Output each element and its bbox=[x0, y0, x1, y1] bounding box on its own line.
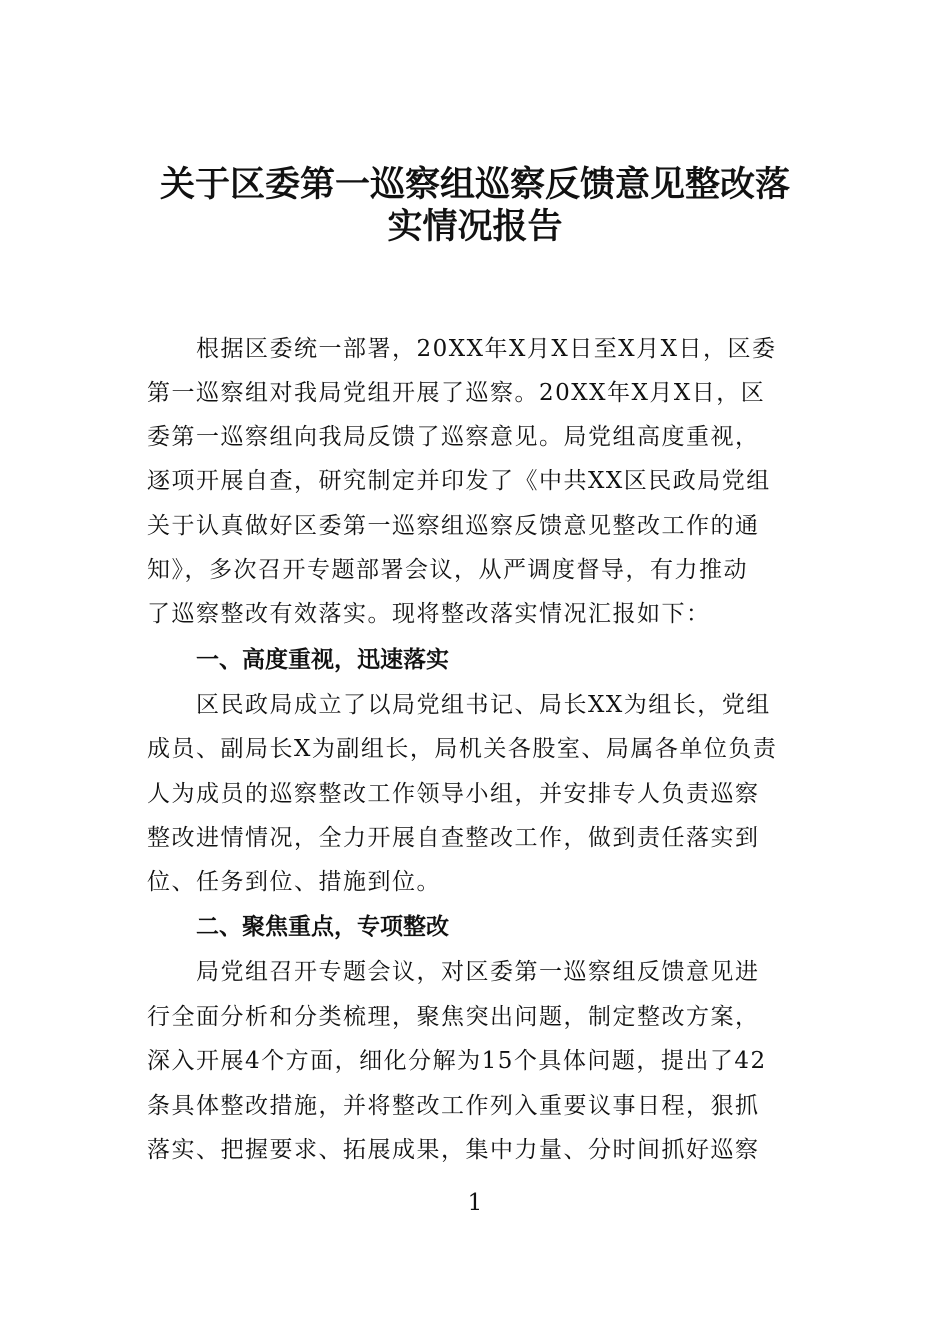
section-2-line-5: 落实、把握要求、拓展成果，集中力量、分时间抓好巡察 bbox=[147, 1137, 760, 1163]
section-1-line-2: 成员、副局长X为副组长，局机关各股室、局属各单位负责 bbox=[147, 736, 778, 762]
section-2-line-4: 条具体整改措施，并将整改工作列入重要议事日程，狠抓 bbox=[147, 1093, 760, 1119]
section-1-heading: 一、高度重视，迅速落实 bbox=[196, 647, 449, 673]
section-1-line-4: 整改进情情况，全力开展自查整改工作，做到责任落实到 bbox=[147, 825, 760, 851]
document-title-line-1: 关于区委第一巡察组巡察反馈意见整改落 bbox=[159, 164, 790, 205]
intro-line-1: 根据区委统一部署，20XX年X月X日至X月X日，区委 bbox=[196, 336, 777, 362]
intro-line-7: 了巡察整改有效落实。现将整改落实情况汇报如下： bbox=[147, 601, 711, 627]
section-1-line-1: 区民政局成立了以局党组书记、局长XX为组长，党组 bbox=[196, 692, 771, 718]
document-title-line-2: 实情况报告 bbox=[387, 206, 563, 247]
section-2-line-2: 行全面分析和分类梳理，聚焦突出问题，制定整改方案， bbox=[147, 1004, 760, 1030]
intro-line-4: 逐项开展自查，研究制定并印发了《中共XX区民政局党组 bbox=[147, 468, 771, 494]
section-1-line-5: 位、任务到位、措施到位。 bbox=[147, 869, 441, 895]
section-1-line-3: 人为成员的巡察整改工作领导小组，并安排专人负责巡察 bbox=[147, 781, 760, 807]
intro-line-5: 关于认真做好区委第一巡察组巡察反馈意见整改工作的通 bbox=[147, 513, 760, 539]
intro-line-3: 委第一巡察组向我局反馈了巡察意见。局党组高度重视， bbox=[147, 424, 760, 450]
intro-line-6: 知》，多次召开专题部署会议，从严调度督导，有力推动 bbox=[147, 557, 748, 583]
page-number: 1 bbox=[467, 1190, 483, 1216]
section-2-line-1: 局党组召开专题会议，对区委第一巡察组反馈意见进 bbox=[196, 959, 760, 985]
section-2-heading: 二、聚焦重点，专项整改 bbox=[196, 914, 449, 940]
intro-line-2: 第一巡察组对我局党组开展了巡察。20XX年X月X日，区 bbox=[147, 380, 766, 406]
section-2-line-3: 深入开展4个方面，细化分解为15个具体问题，提出了42 bbox=[147, 1048, 767, 1074]
